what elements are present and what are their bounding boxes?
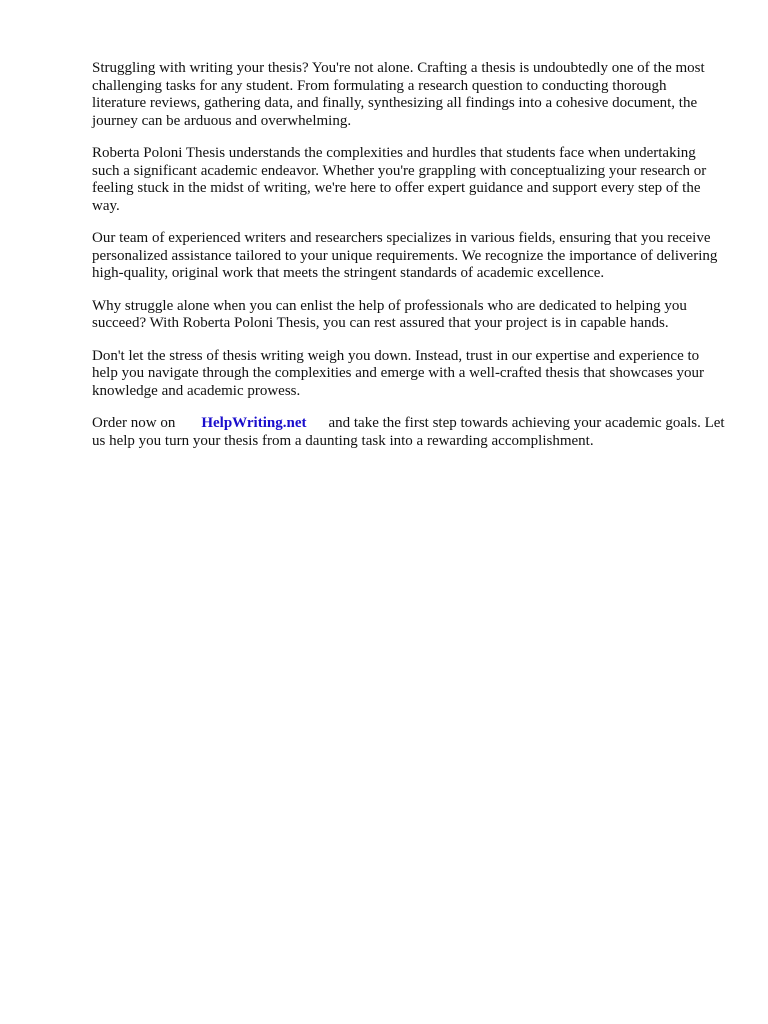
helpwriting-link[interactable]: HelpWriting.net	[201, 415, 307, 431]
paragraph-understanding: Roberta Poloni Thesis understands the complexities and hurdles that students face when undertaking such a significant academic endeavor. Whether you're grappling with conceptualizing your research or feeling stuck in the midst of writing, we're here to offer expert guidance and support every step of the way.	[92, 145, 707, 214]
paragraph-team: Our team of experienced writers and researchers specializes in various fields, ensuring that you receive personalized assistance tailored to your unique requirements. We recognize the importance of delivering high-quality, original work that meets the stringent standards of academic excellence.	[92, 230, 718, 281]
paragraph-intro: Struggling with writing your thesis? You're not alone. Crafting a thesis is undoubtedly one of the most challenging tasks for any student. From formulating a research question to conducting thorough literature reviews, gathering data, and finally, synthesizing all findings into a cohesive document, the journey can be arduous and overwhelming.	[92, 60, 705, 129]
paragraph-why: Why struggle alone when you can enlist the help of professionals who are dedicated to helping you succeed? With Roberta Poloni Thesis, you can rest assured that your project is in capable hands.	[92, 297, 687, 331]
paragraph-order	[92, 415, 732, 450]
document-body	[92, 60, 732, 465]
paragraph-stress: Don't let the stress of thesis writing weigh you down. Instead, trust in our expertise and experience to help you navigate through the complexities and emerge with a well-crafted thesis that showcases your knowledge and academic prowess.	[92, 347, 705, 399]
order-suffix-text: and take the first step towards achieving your academic goals. Let us help you turn your thesis from a daunting task into a rewarding accomplishment.	[92, 415, 725, 449]
order-prefix-text: Order now on	[92, 415, 176, 431]
